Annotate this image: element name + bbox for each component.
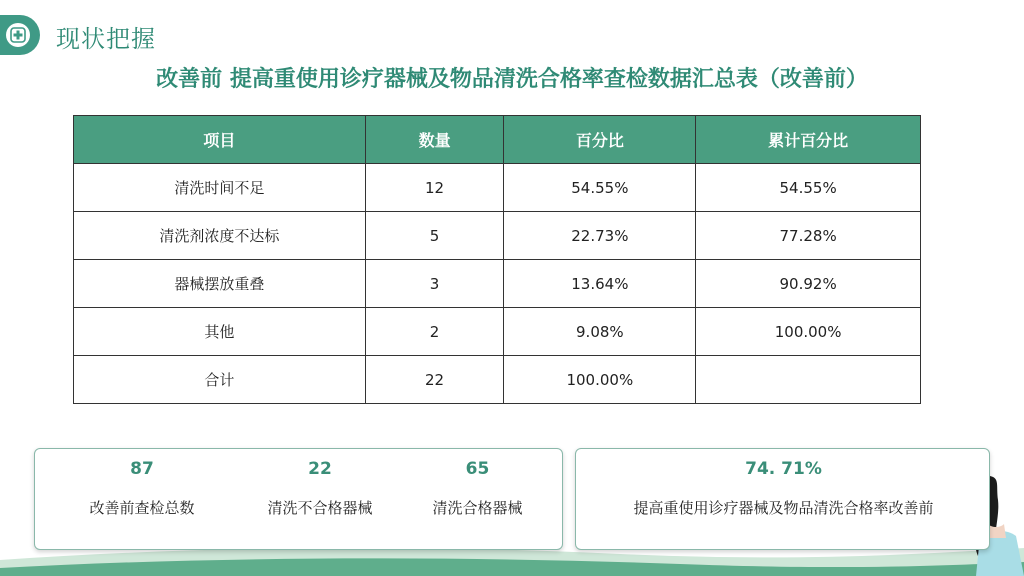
stat-qualified [405, 449, 550, 518]
page-title: 现状把握 [56, 25, 156, 53]
data-table [73, 115, 921, 404]
table-row [74, 308, 921, 356]
table-cell: 90.92% [696, 260, 921, 308]
table-cell: 54.55% [696, 164, 921, 212]
stat-value: 74. 71% [745, 459, 822, 479]
summary-card-counts [34, 448, 563, 550]
column-header-item: 项目 [74, 116, 366, 164]
table-cell [696, 356, 921, 404]
table-title: 改善前 提高重使用诊疗器械及物品清洗合格率查检数据汇总表（改善前） [156, 67, 868, 92]
table-cell: 5 [365, 212, 504, 260]
stat-qualified-rate [576, 449, 991, 518]
table-cell: 13.64% [504, 260, 696, 308]
stat-label: 清洗不合格器械 [267, 499, 373, 517]
table-total-row [74, 356, 921, 404]
table-row [74, 260, 921, 308]
table-cell: 3 [365, 260, 504, 308]
table-cell: 9.08% [504, 308, 696, 356]
table-cell: 清洗剂浓度不达标 [74, 212, 366, 260]
table-cell: 22.73% [504, 212, 696, 260]
table-cell: 器械摆放重叠 [74, 260, 366, 308]
stat-label: 清洗合格器械 [432, 499, 523, 517]
table-row [74, 212, 921, 260]
medical-cross-icon [6, 23, 30, 47]
table-cell: 12 [365, 164, 504, 212]
table-cell: 22 [365, 356, 504, 404]
stat-value: 22 [308, 459, 332, 479]
stat-label: 改善前查检总数 [89, 499, 195, 517]
table-cell: 54.55% [504, 164, 696, 212]
stat-total-checks [59, 449, 225, 518]
column-header-count: 数量 [365, 116, 504, 164]
table-cell: 77.28% [696, 212, 921, 260]
table-cell: 其他 [74, 308, 366, 356]
table-cell: 100.00% [696, 308, 921, 356]
table-cell: 100.00% [504, 356, 696, 404]
table-cell: 2 [365, 308, 504, 356]
table-header-row [74, 116, 921, 164]
column-header-percent: 百分比 [504, 116, 696, 164]
stat-label: 提高重使用诊疗器械及物品清洗合格率改善前 [633, 499, 934, 517]
table-cell: 合计 [74, 356, 366, 404]
header-badge [0, 15, 40, 55]
table-cell: 清洗时间不足 [74, 164, 366, 212]
summary-card-rate [575, 448, 990, 550]
stat-value: 87 [130, 459, 154, 479]
stat-unqualified [235, 449, 405, 518]
column-header-cumulative: 累计百分比 [696, 116, 921, 164]
stat-value: 65 [465, 459, 490, 479]
table-row [74, 164, 921, 212]
